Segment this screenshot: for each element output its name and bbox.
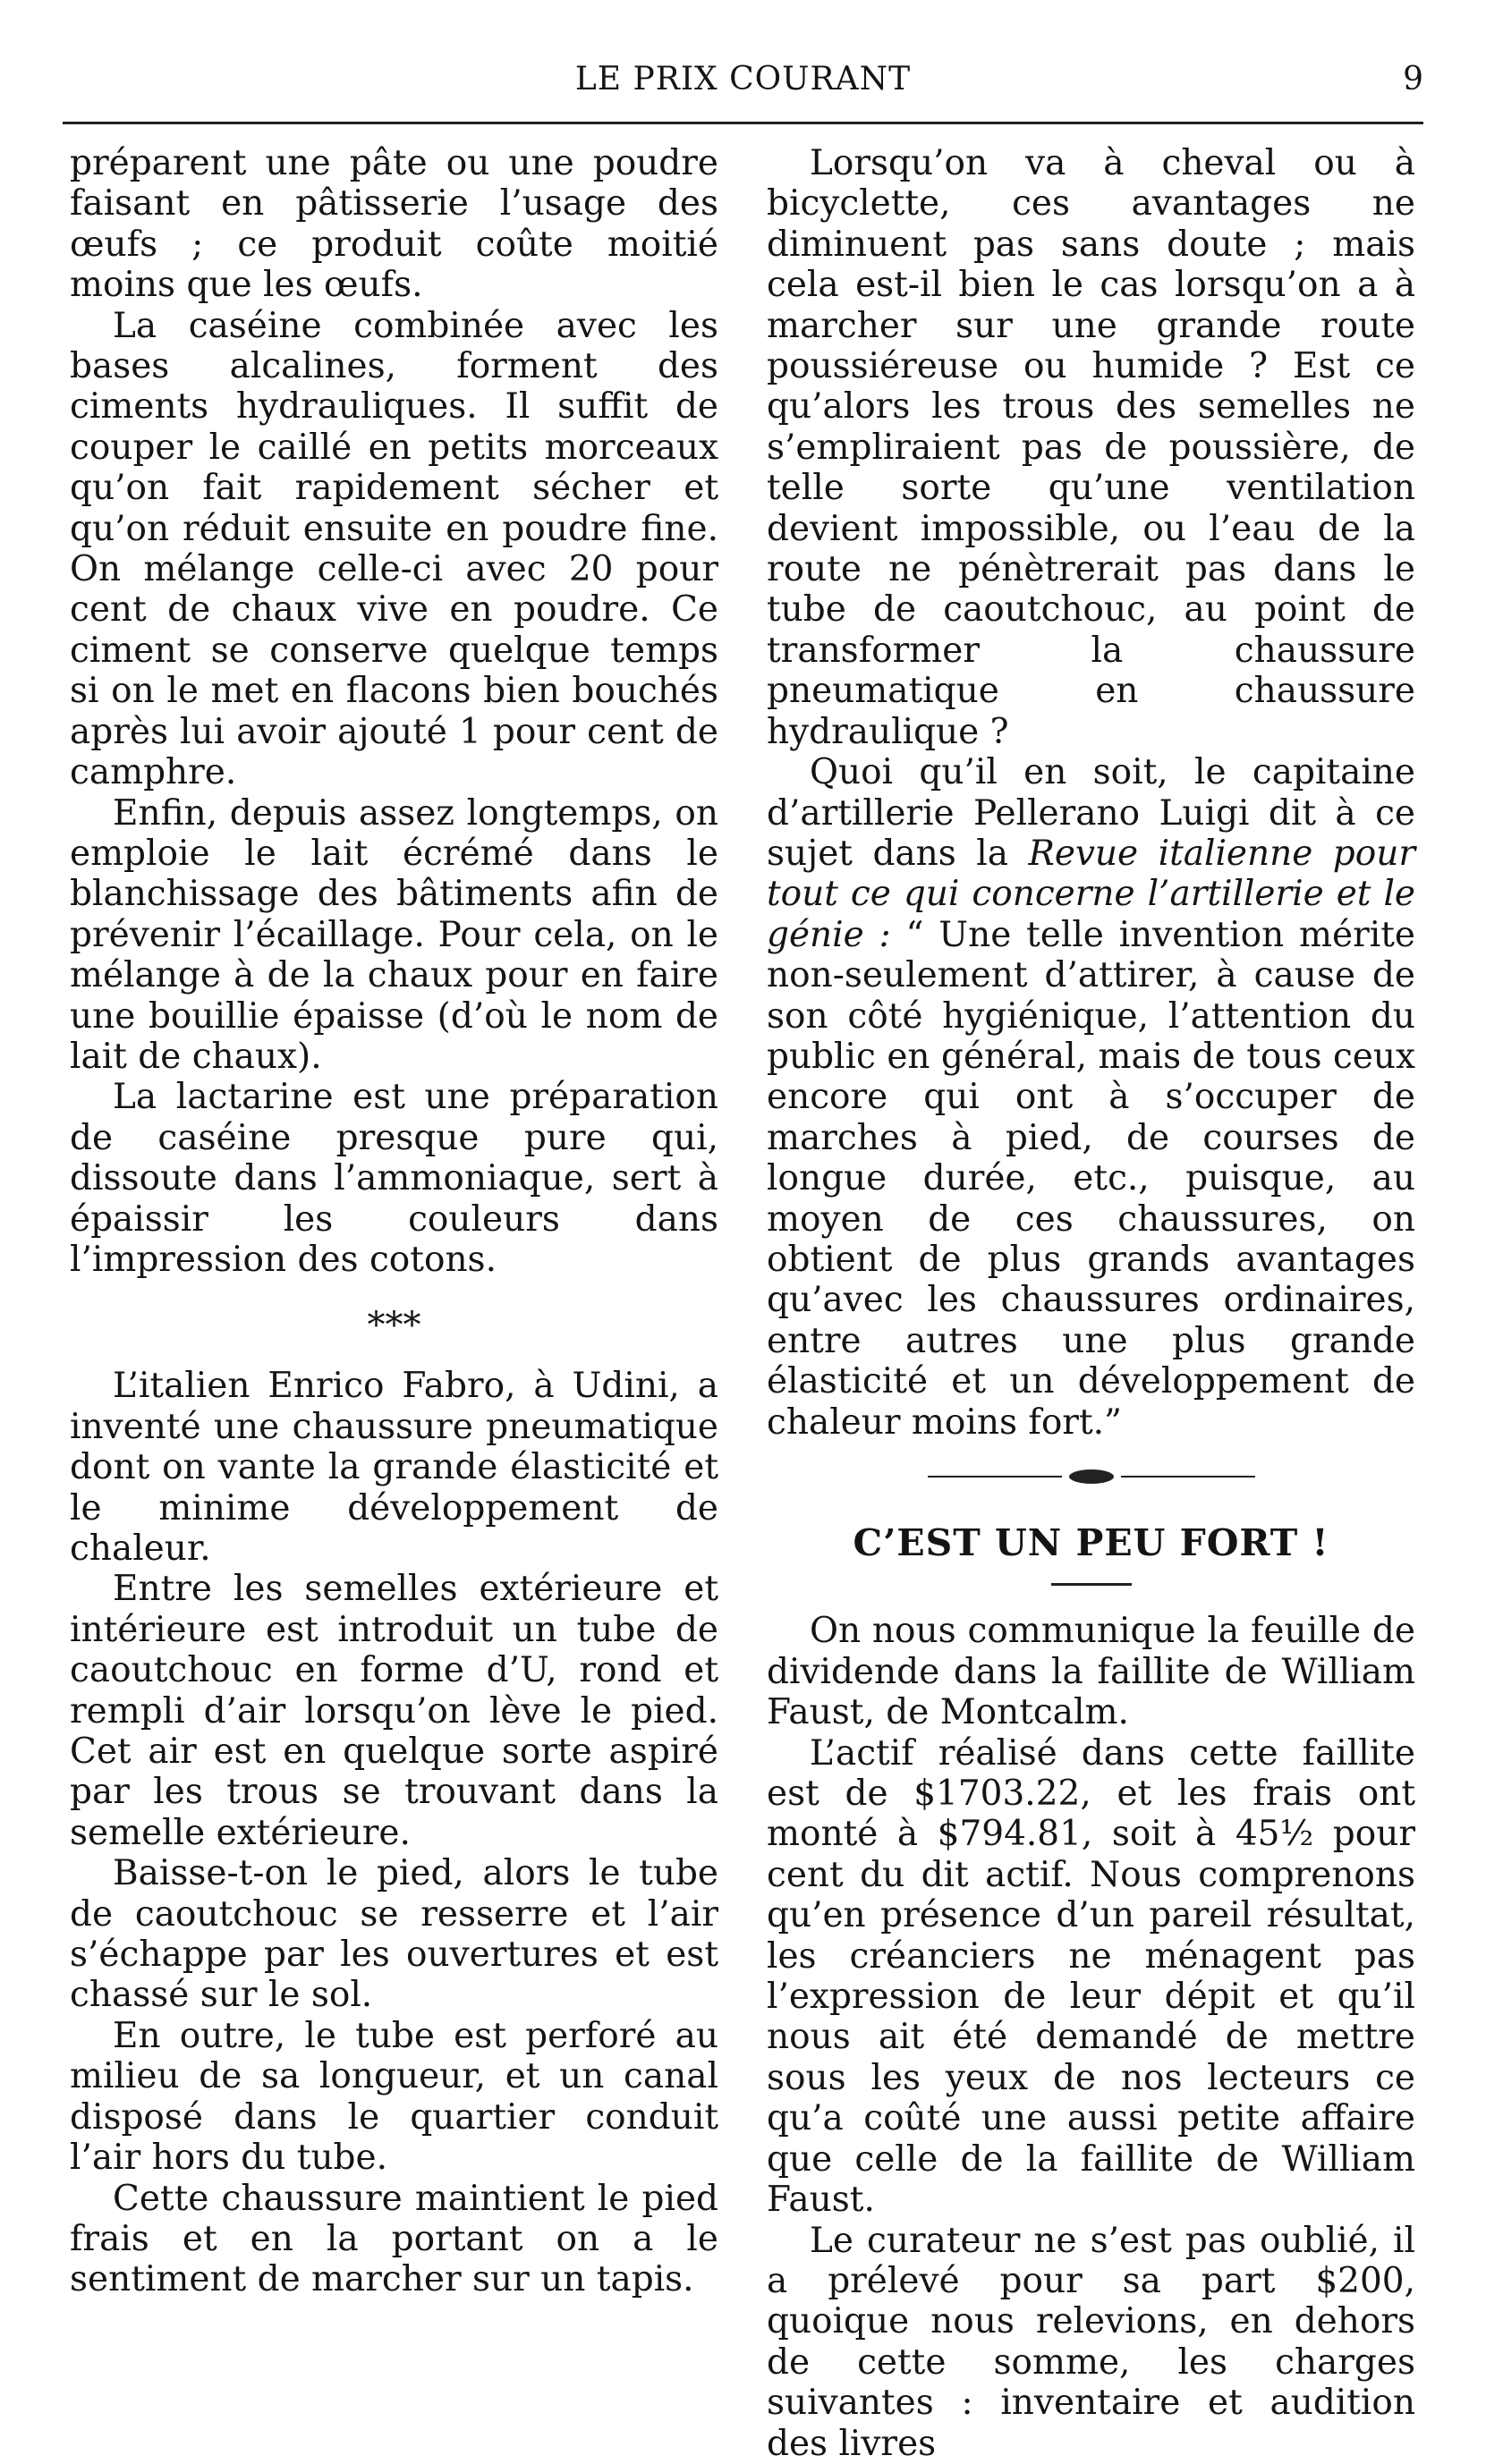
paragraph-text: Quoi qu’il en soit, le capitaine d’artillerie Pellerano Luigi dit à ce sujet dans la [767, 752, 1415, 874]
left-column [70, 143, 718, 2300]
paragraph: L’italien Enrico Fabro, à Udini, a inventé une chaussure pneumatique dont on vante la grande élasticité et le minime développement de chaleur. [70, 1366, 718, 1569]
heading-rule [1051, 1583, 1132, 1586]
paragraph: La caséine combinée avec les bases alcalines, forment des ciments hydrauliques. Il suffit de couper le caillé en petits morceaux qu’on fait rapidement sécher et qu’on réduit ensuite en poudre fine. On mélange celle-ci avec 20 pour cent de chaux vive en poudre. Ce ciment se conserve quelque temps si on le met en flacons bien bouchés après lui avoir ajouté 1 pour cent de camphre. [70, 305, 718, 793]
header-rule [63, 122, 1423, 124]
paragraph: Enfin, depuis assez longtemps, on emploie le lait écrémé dans le blanchissage des bâtiments afin de prévenir l’écaillage. Pour cela, on le mélange à de la chaux pour en faire une bouillie épaisse (d’où le nom de lait de chaux). [70, 792, 718, 1077]
paragraph: Baisse-t-on le pied, alors le tube de caoutchouc se resserre et l’air s’échappe par les ouvertures et est chassé sur le sol. [70, 1853, 718, 2016]
paragraph: Entre les semelles extérieure et intérieure est introduit un tube de caoutchouc en forme d’U, rond et rempli d’air lorsqu’on lève le pied. Cet air est en quelque sorte aspiré par les trous se trouvant dans la semelle extérieure. [70, 1569, 718, 1853]
paragraph: La lactarine est une préparation de caséine presque pure qui, dissoute dans l’ammoniaque, sert à épaissir les couleurs dans l’impression des cotons. [70, 1077, 718, 1280]
page-number: 9 [1403, 61, 1423, 97]
section-separator-stars: *** [367, 1305, 421, 1347]
paragraph: préparent une pâte ou une poudre faisant en pâtisserie l’usage des œufs ; ce produit coûte moitié moins que les œufs. [70, 143, 718, 306]
journal-title: Revue italienne pour tout ce qui concerne l’artillerie et le génie : [767, 833, 1415, 955]
running-head [63, 61, 1423, 106]
paragraph: Le curateur ne s’est pas oublié, il a prélevé pour sa part $200, quoique nous relevions, en dehors de cette somme, les charges suivantes : inventaire et audition des livres [767, 2220, 1415, 2464]
right-column [767, 143, 1415, 2464]
paragraph: On nous communique la feuille de dividende dans la faillite de William Faust, de Montcalm. [767, 1611, 1415, 1733]
paragraph: Cette chaussure maintient le pied frais et en la portant on a le sentiment de marcher sur un tapis. [70, 2178, 718, 2300]
paragraph [767, 752, 1415, 1443]
ornament-divider [767, 1450, 1415, 1503]
ornament-diamond [1069, 1469, 1114, 1484]
divider-line-left [928, 1476, 1062, 1478]
paragraph: Lorsqu’on va à cheval ou à bicyclette, ces avantages ne diminuent pas sans doute ; mais cela est-il bien le cas lorsqu’on a à marcher sur une grande route poussiéreuse ou humide ? Est ce qu’alors les trous des semelles ne s’empliraient pas de poussière, de telle sorte qu’une ventilation devient impossible, ou l’eau de la route ne pénètrerait pas dans le tube de caoutchouc, au point de transformer la chaussure pneumatique en chaussure hydraulique ? [767, 143, 1415, 752]
paragraph: L’actif réalisé dans cette faillite est de $1703.22, et les frais ont monté à $794.81, soit à 45½ pour cent du dit actif. Nous comprenons qu’en présence d’un pareil résultat, les créanciers ne ménagent pas l’expression de leur dépit et qu’il nous ait été demandé de mettre sous les yeux de nos lecteurs ce qu’a coûté une aussi petite affaire que celle de la faillite de William Faust. [767, 1732, 1415, 2221]
quotation: “ Une telle invention mérite non-seulement d’attirer, à cause de son côté hygiénique, l’attention du public en général, mais de tous ceux encore qui ont à s’occuper de marches à pied, de courses de longue durée, etc., puisque, au moyen de ces chaussures, on obtient de plus grands avantages qu’avec les chaussures ordinaires, entre autres une plus grande élasticité et un développement de chaleur moins fort.” [767, 914, 1415, 1443]
section-heading: C’EST UN PEU FORT ! [853, 1521, 1329, 1564]
divider-line-right [1121, 1476, 1255, 1478]
paragraph: En outre, le tube est perforé au milieu de sa longueur, et un canal disposé dans le quartier conduit l’air hors du tube. [70, 2015, 718, 2179]
running-title: LE PRIX COURANT [574, 61, 912, 97]
